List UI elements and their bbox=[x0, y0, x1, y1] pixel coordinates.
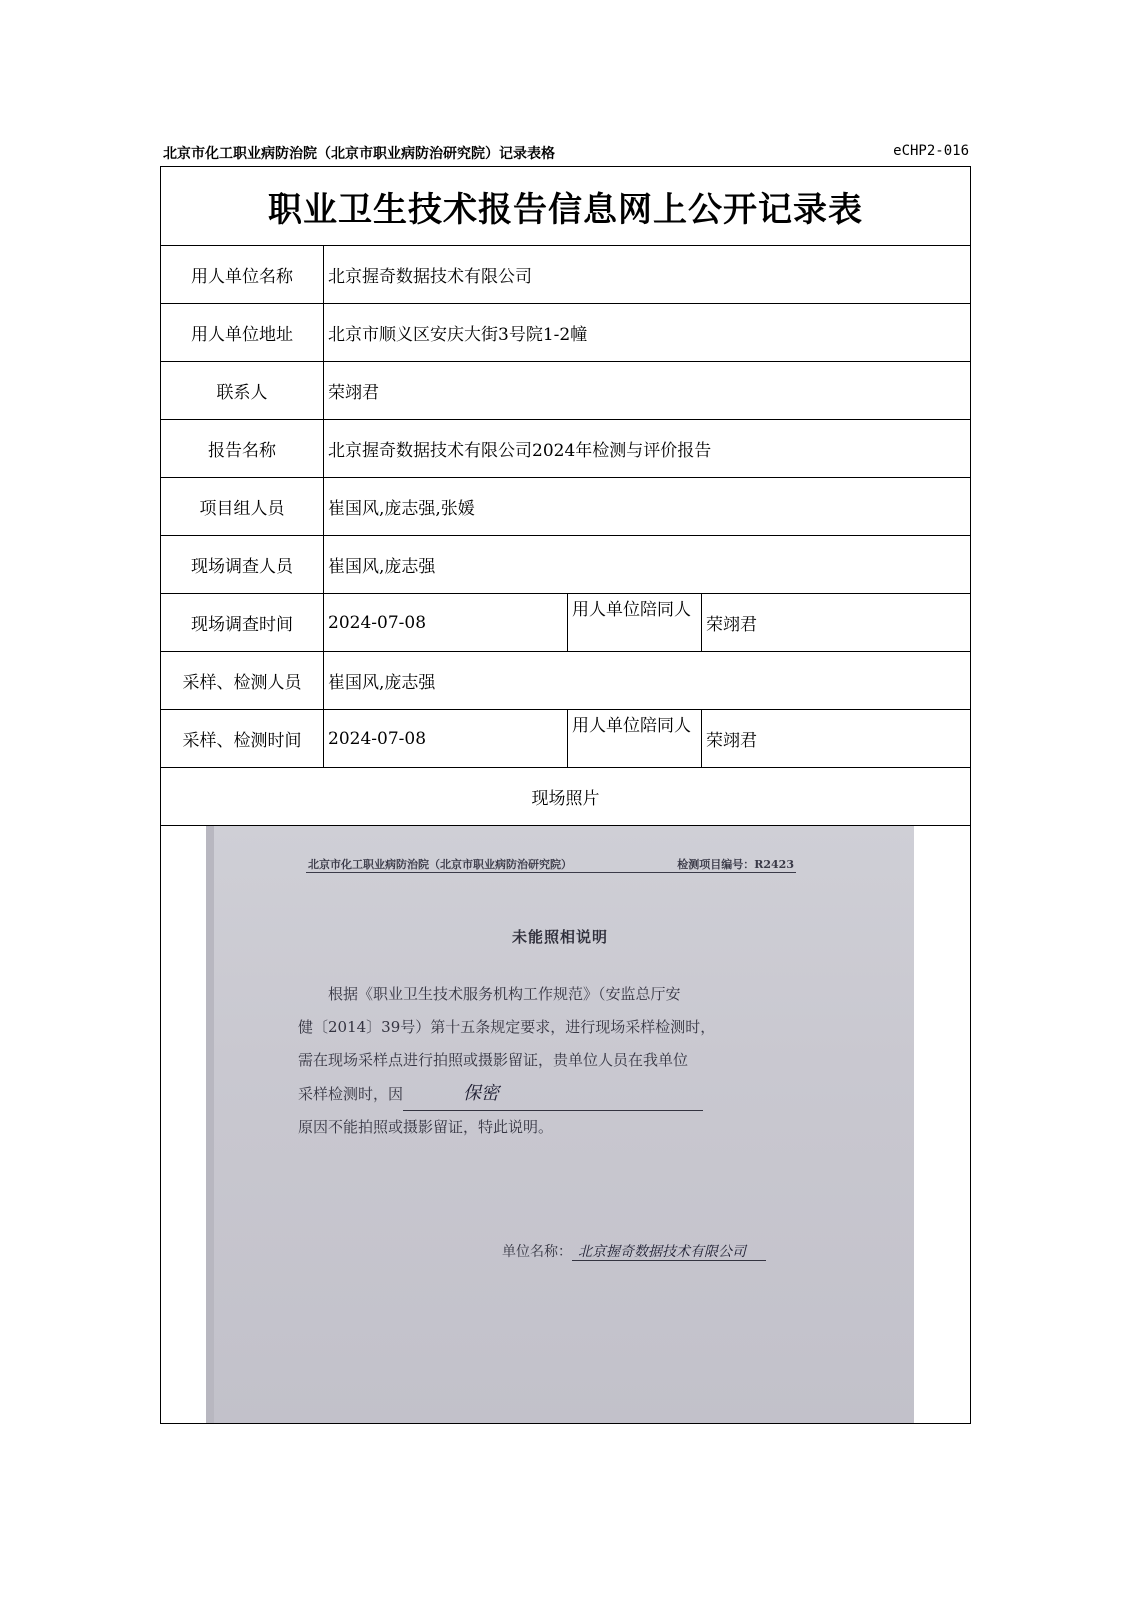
sampling-time-row bbox=[161, 710, 970, 768]
row-value-secondary: 荣翊君 bbox=[706, 731, 757, 751]
row-label: 项目组人员 bbox=[161, 478, 324, 535]
row-value: 2024-07-08 bbox=[324, 594, 568, 651]
photo-doc-unit bbox=[502, 1241, 766, 1261]
photo-doc-line-prefix: 采样检测时，因 bbox=[298, 1085, 404, 1103]
table-row bbox=[161, 246, 970, 304]
photo-doc-line: 需在现场采样点进行拍照或摄影留证，贵单位人员在我单位 bbox=[298, 1051, 689, 1069]
table-title: 职业卫生技术报告信息网上公开记录表 bbox=[268, 189, 863, 230]
row-value: 崔国风,庞志强 bbox=[328, 673, 436, 693]
photo-doc-reason: 保密 bbox=[403, 1077, 703, 1111]
photo-doc-line bbox=[298, 1077, 788, 1111]
row-label: 采样、检测时间 bbox=[161, 710, 324, 767]
row-label: 用人单位名称 bbox=[161, 246, 324, 303]
page-header bbox=[163, 143, 969, 165]
table-row bbox=[161, 304, 970, 362]
site-photo bbox=[206, 826, 914, 1423]
header-institution: 北京市化工职业病防治院（北京市职业病防治研究院）记录表格 bbox=[163, 146, 555, 162]
row-label: 采样、检测人员 bbox=[161, 652, 324, 709]
row-value: 2024-07-08 bbox=[324, 710, 568, 767]
photo-section-label: 现场照片 bbox=[531, 789, 600, 809]
row-value: 荣翊君 bbox=[328, 383, 379, 403]
record-table bbox=[160, 166, 971, 1424]
table-row bbox=[161, 478, 970, 536]
row-value: 崔国风,庞志强 bbox=[328, 557, 436, 577]
row-label: 现场调查人员 bbox=[161, 536, 324, 593]
table-row bbox=[161, 420, 970, 478]
photo-doc-institution: 北京市化工职业病防治院（北京市职业病防治研究院） bbox=[308, 858, 572, 871]
table-row bbox=[161, 536, 970, 594]
photo-doc-line: 健〔2014〕39号）第十五条规定要求，进行现场采样检测时， bbox=[298, 1018, 716, 1036]
survey-time-row bbox=[161, 594, 970, 652]
row-value-secondary: 荣翊君 bbox=[706, 615, 757, 635]
table-row bbox=[161, 362, 970, 420]
row-label-secondary: 用人单位陪同人 bbox=[568, 710, 702, 767]
row-value: 北京握奇数据技术有限公司2024年检测与评价报告 bbox=[328, 441, 712, 461]
sampling-staff-row bbox=[161, 652, 970, 710]
photo-doc-rule bbox=[306, 872, 796, 873]
row-label: 联系人 bbox=[161, 362, 324, 419]
photo-doc-line: 原因不能拍照或摄影留证，特此说明。 bbox=[298, 1118, 554, 1136]
photo-doc-unit-value: 北京握奇数据技术有限公司 bbox=[572, 1244, 766, 1261]
header-form-code: eCHP2-016 bbox=[893, 143, 969, 159]
photo-doc-title: 未能照相说明 bbox=[511, 928, 608, 946]
table-title-row bbox=[161, 167, 970, 246]
row-label-secondary: 用人单位陪同人 bbox=[568, 594, 702, 651]
row-label: 现场调查时间 bbox=[161, 594, 324, 651]
photo-label-row bbox=[161, 768, 970, 826]
photo-doc-unit-label: 单位名称： bbox=[502, 1244, 572, 1260]
row-label: 用人单位地址 bbox=[161, 304, 324, 361]
photo-doc-header bbox=[308, 856, 794, 872]
row-label: 报告名称 bbox=[161, 420, 324, 477]
photo-doc-project-number: 检测项目编号：R2423 bbox=[677, 858, 794, 871]
row-value: 北京市顺义区安庆大街3号院1-2幢 bbox=[328, 325, 588, 345]
row-value: 崔国风,庞志强,张媛 bbox=[328, 499, 475, 519]
photo-doc-line: 根据《职业卫生技术服务机构工作规范》（安监总厅安 bbox=[328, 985, 681, 1003]
row-value: 北京握奇数据技术有限公司 bbox=[328, 267, 532, 287]
photo-doc-body bbox=[298, 978, 788, 1144]
photo-edge bbox=[206, 826, 214, 1423]
